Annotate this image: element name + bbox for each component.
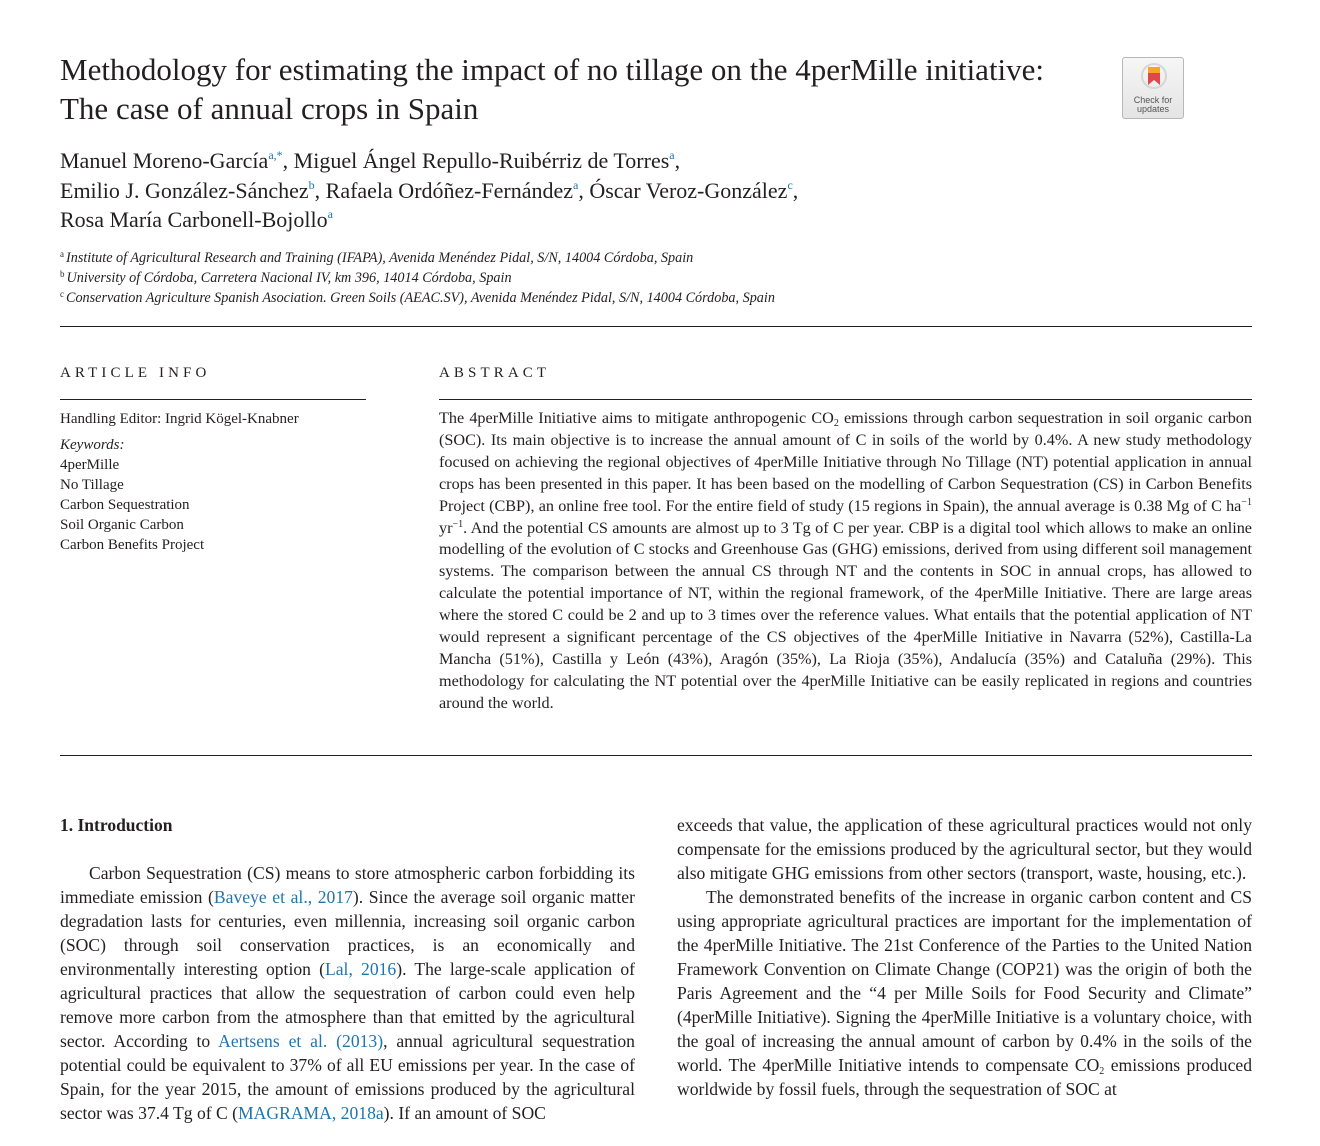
author-name[interactable]: Manuel Moreno-García — [60, 148, 269, 173]
abstract-end-divider — [60, 755, 1252, 756]
badge-line1: Check for — [1133, 95, 1173, 105]
affiliation-text: Conservation Agriculture Spanish Asociation. Green Soils (AEAC.SV), Avenida Menéndez Pidal, S/N, 14004 Córdoba, Spain — [66, 290, 775, 306]
affiliation-mark: b — [60, 269, 65, 279]
author-affil-mark[interactable]: a,* — [268, 148, 283, 162]
text-segment: emissions produced worldwide by fossil fuels, through the sequestration of SOC at — [677, 1055, 1252, 1099]
article-info-heading: ARTICLE INFO — [60, 365, 211, 381]
article-info-divider — [60, 399, 366, 400]
affiliation — [60, 269, 512, 287]
superscript: −1 — [1241, 496, 1252, 508]
article-title: Methodology for estimating the impact of no tillage on the 4perMille initiative: The case of annual crops in Spain — [60, 52, 1045, 126]
abstract-segment: yr — [439, 518, 453, 537]
keyword-item[interactable]: Soil Organic Carbon — [60, 517, 184, 533]
text-segment: ). The large-scale application of agricultural practices that allow the sequestration of carbon could even help remove more carbon from the atmosphere than that emitted by the agricultural sector. According to — [60, 959, 636, 1051]
abstract-segment: The 4perMille Initiative aims to mitigate anthropogenic CO — [439, 409, 834, 427]
author-affil-mark[interactable]: a — [327, 207, 333, 221]
author-name[interactable]: Rosa María Carbonell-Bojollo — [60, 207, 328, 232]
abstract-segment: emissions through carbon sequestration in soil organic carbon (SOC). Its main objective is to increase the annual amount of C in soils of the world by 0.4%. A new study methodology focused on achieving the regional objectives of 4perMille Initiative through No Tillage (NT) potential application in annual crops has been presented in this paper. It has been based on the modelling of Carbon Sequestration (CS) in Carbon Benefits Project (CBP), an online free tool. For the entire field of study (15 regions in Spain), the annual average is 0.38 Mg of C ha — [439, 409, 1252, 515]
section-heading-introduction: 1. Introduction — [60, 815, 173, 835]
keyword-item[interactable]: Carbon Benefits Project — [60, 537, 205, 553]
affiliation — [60, 249, 693, 267]
affiliation-text: Institute of Agricultural Research and Training (IFAPA), Avenida Menéndez Pidal, S/N, 14004 Córdoba, Spain — [66, 250, 694, 266]
keyword-item[interactable]: No Tillage — [60, 477, 124, 493]
author-separator: , — [674, 148, 681, 173]
author-separator: , — [578, 177, 590, 203]
text-segment: The demonstrated benefits of the increase in organic carbon content and CS using appropriate agricultural practices are important for the implementation of the 4perMille Initiative. The 21st Conference of the Parties to the United Nation Framework Convention on Climate Change (COP21) was the origin of both the Paris Agreement and the “4 per Mille Soils for Food Security and Climate” (4perMille Initiative). Signing the 4perMille Initiative is a voluntary choice, with the goal of increasing the annual amount of carbon by 0.4% in the soils of the world. The 4perMille Initiative intends to compensate CO — [677, 887, 1252, 1075]
intro-paragraph — [60, 861, 635, 1125]
text-segment: ). If an amount of SOC — [383, 1103, 546, 1123]
keyword-item[interactable]: Carbon Sequestration — [60, 497, 190, 513]
intro-paragraph: exceeds that value, the application of these agricultural practices would not only compensate for the emissions produced by the agricultural sector, but they would also mitigate GHG emissions from other sectors (transport, waste, housing, etc.). — [677, 815, 1252, 883]
badge-line2: updates — [1136, 104, 1170, 114]
check-for-updates-button[interactable] — [1122, 57, 1184, 119]
bookmark-ribbon-icon — [1141, 63, 1167, 89]
affiliation-mark: a — [60, 249, 64, 259]
author-name[interactable]: Emilio J. González-Sánchez — [60, 177, 309, 203]
intro-right-column — [677, 813, 1252, 1101]
abstract-heading: ABSTRACT — [439, 365, 551, 381]
handling-editor: Handling Editor: Ingrid Kögel-Knabner — [60, 411, 299, 427]
author-affil-mark[interactable]: b — [308, 177, 315, 192]
keyword-item[interactable]: 4perMille — [60, 457, 120, 473]
citation-link[interactable]: Aertsens et al. (2013) — [218, 1031, 384, 1051]
subscript: 2 — [833, 418, 839, 429]
text-segment: Carbon Sequestration (CS) means to store atmospheric carbon forbidding its immediate emission ( — [60, 863, 635, 907]
superscript: −1 — [452, 518, 464, 530]
author-separator: , — [282, 148, 294, 173]
author-name[interactable]: Óscar Veroz-González — [589, 177, 788, 203]
keywords-label: Keywords: — [60, 437, 125, 453]
citation-link[interactable]: Baveye et al., 2017 — [213, 887, 353, 907]
author-separator: , — [792, 177, 799, 203]
text-segment: ). Since the average soil organic matter degradation lasts for centuries, even millennia, increasing soil organic carbon (SOC) through soil conservation practices, is an economically and environmentally interesting option ( — [60, 887, 635, 979]
abstract-text — [439, 408, 1252, 715]
keywords-block — [60, 435, 204, 555]
author-separator: , — [314, 177, 326, 203]
author-name[interactable]: Rafaela Ordóñez-Fernández — [325, 177, 574, 203]
citation-link[interactable]: MAGRAMA, 2018a — [238, 1103, 384, 1123]
author-name[interactable]: Miguel Ángel Repullo-Ruibérriz de Torres — [293, 148, 670, 173]
subscript: 2 — [1099, 1066, 1105, 1077]
author-affil-mark[interactable]: a — [669, 148, 675, 162]
citation-link[interactable]: Lal, 2016 — [325, 959, 397, 979]
affiliation-text: University of Córdoba, Carretera Nacional IV, km 396, 14014 Córdoba, Spain — [66, 270, 512, 286]
author-list — [60, 146, 1060, 235]
intro-left-column — [60, 861, 635, 1125]
author-affil-mark[interactable]: c — [787, 177, 793, 192]
affiliation — [60, 289, 775, 307]
abstract-divider — [439, 399, 1252, 400]
author-affil-mark[interactable]: a — [573, 177, 579, 192]
header-divider — [60, 326, 1252, 327]
intro-paragraph — [677, 885, 1252, 1101]
abstract-segment: . And the potential CS amounts are almost up to 3 Tg of C per year. CBP is a digital tool which allows to make an online modelling of the evolution of C stocks and Greenhouse Gas (GHG) emissions, derived from using different soil management systems. The comparison between the annual CS through NT and the contents in SOC in annual crops, has allowed to calculate the potential importance of NT, within the regional framework, of the 4perMille Initiative. There are large areas where the stored C could be 2 and up to 3 times over the reference values. What entails that the potential application of NT would represent a significant percentage of the CS objectives of the 4perMille Initiative in Navarra (52%), Castilla-La Mancha (51%), Castilla y León (43%), Aragón (35%), La Rioja (35%), Andalucía (35%) and Cataluña (29%). This methodology for calculating the NT potential over the 4perMille Initiative can be easily replicated in regions and countries around the world. — [439, 518, 1252, 712]
text-segment: , annual agricultural sequestration potential could be equivalent to 37% of all EU emissions per year. In the case of Spain, for the year 2015, the amount of emissions produced by the agricultural sector was 37.4 Tg of C ( — [60, 1031, 635, 1123]
affiliation-mark: c — [60, 289, 64, 299]
